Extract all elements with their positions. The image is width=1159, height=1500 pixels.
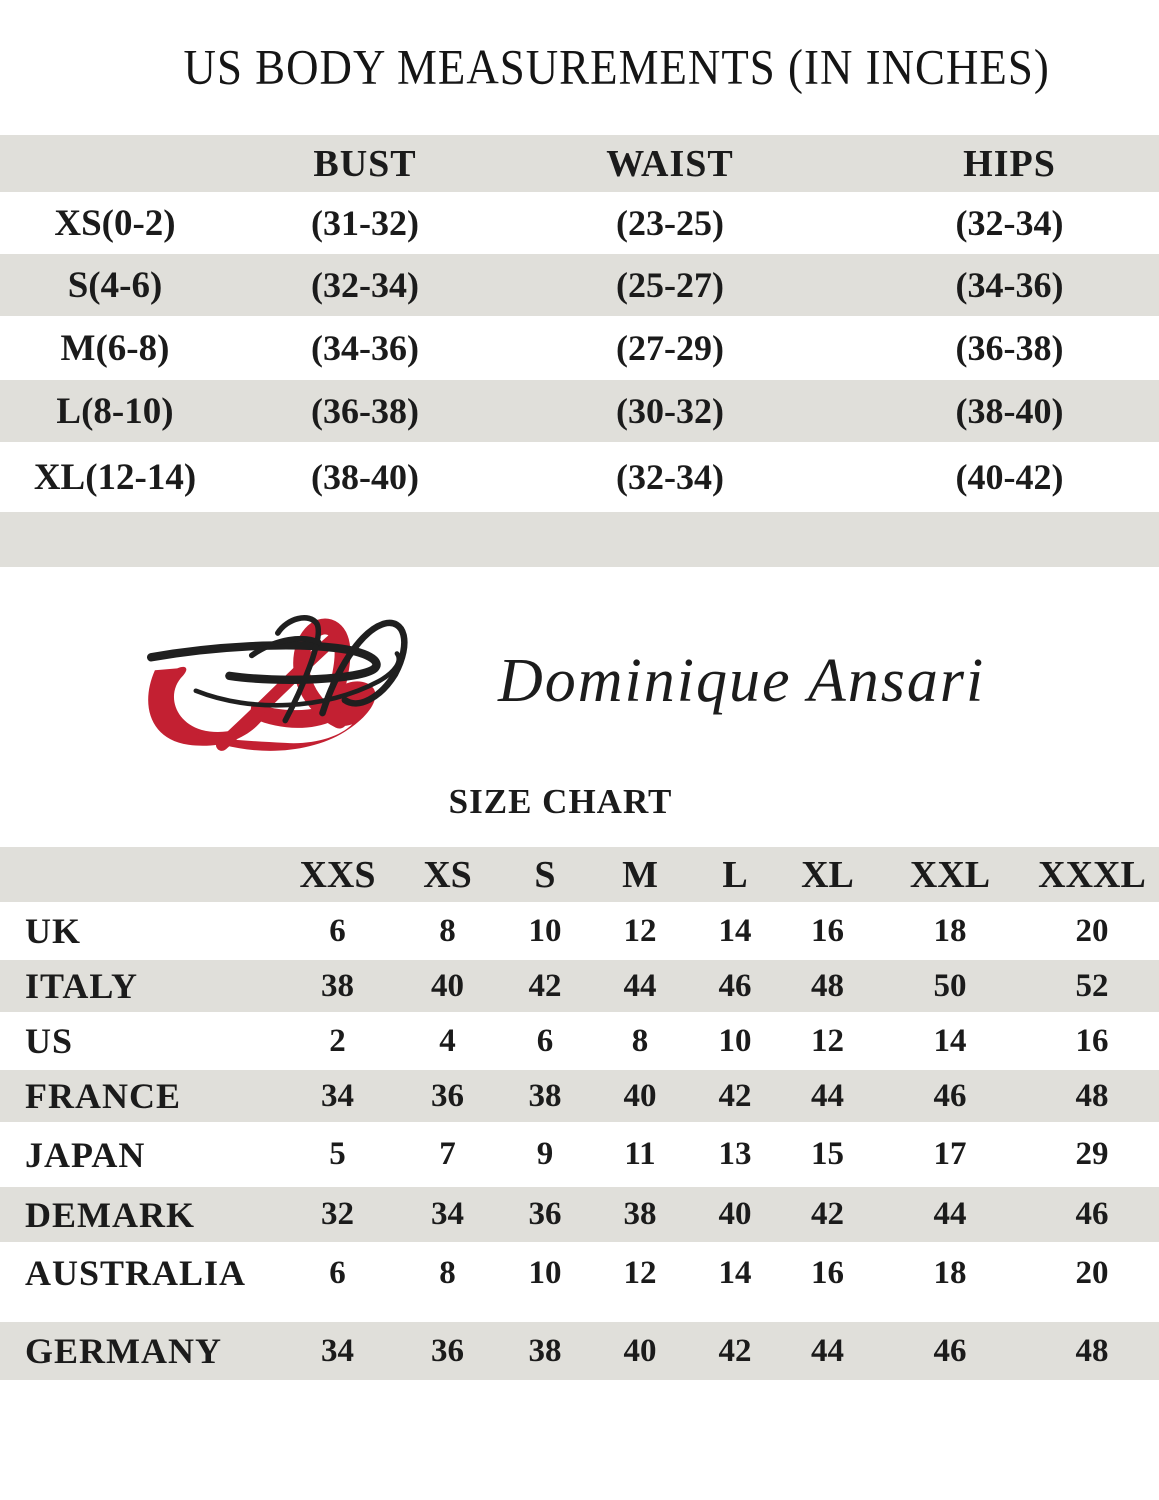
size-value: 13 xyxy=(718,1136,752,1172)
bust-value: (36-38) xyxy=(311,391,419,431)
waist-value: (23-25) xyxy=(616,203,724,243)
country-label-demark: DEMARK xyxy=(25,1194,195,1235)
size-value: 12 xyxy=(811,1022,844,1059)
size-value: 17 xyxy=(933,1136,967,1172)
size-value: 14 xyxy=(718,912,752,949)
size-value: 8 xyxy=(439,1254,456,1291)
size-label-l: L(8-10) xyxy=(56,390,174,432)
column-header-m: M xyxy=(622,853,658,896)
waist-value: (30-32) xyxy=(616,391,724,431)
size-value: 36 xyxy=(528,1196,562,1232)
table-row xyxy=(0,1187,1159,1242)
size-value: 16 xyxy=(811,1254,844,1291)
size-value: 34 xyxy=(321,1077,354,1114)
size-value: 9 xyxy=(536,1136,554,1172)
size-value: 20 xyxy=(1075,1254,1109,1291)
country-label-uk: UK xyxy=(25,911,81,951)
table-row xyxy=(0,380,1159,442)
size-value: 12 xyxy=(623,1254,657,1291)
bust-value: (38-40) xyxy=(311,457,419,497)
size-value: 36 xyxy=(431,1332,464,1369)
column-header-bust: BUST xyxy=(313,142,417,185)
size-value: 16 xyxy=(811,912,844,949)
size-value: 10 xyxy=(528,1254,562,1291)
hips-value: (34-36) xyxy=(955,265,1064,305)
size-value: 4 xyxy=(439,1022,456,1059)
size-label-s: S(4-6) xyxy=(67,264,163,306)
table-row xyxy=(0,192,1159,254)
size-value: 36 xyxy=(431,1077,464,1114)
size-value: 38 xyxy=(623,1196,657,1232)
size-value: 44 xyxy=(811,1332,844,1369)
size-chart-header-row xyxy=(0,847,1159,902)
size-value: 40 xyxy=(623,1332,657,1369)
bust-value: (34-36) xyxy=(311,328,419,368)
size-value: 44 xyxy=(811,1077,844,1114)
size-value: 42 xyxy=(718,1077,752,1114)
table-row xyxy=(0,1322,1159,1380)
size-value: 20 xyxy=(1075,912,1109,949)
waist-value: (25-27) xyxy=(616,265,724,305)
size-value: 46 xyxy=(1075,1196,1109,1232)
size-value: 11 xyxy=(624,1136,656,1172)
size-value: 40 xyxy=(431,967,464,1004)
table-row xyxy=(0,254,1159,316)
size-value: 18 xyxy=(933,1254,967,1291)
size-value: 42 xyxy=(811,1196,844,1232)
country-label-germany: GERMANY xyxy=(25,1331,222,1371)
size-value: 6 xyxy=(329,912,346,949)
size-value: 38 xyxy=(528,1077,562,1114)
brand-row xyxy=(0,595,1159,767)
size-value: 15 xyxy=(811,1136,844,1172)
size-value: 44 xyxy=(623,967,657,1004)
country-label-australia: AUSTRALIA xyxy=(25,1253,247,1293)
size-value: 10 xyxy=(528,912,562,949)
size-chart-title: SIZE CHART xyxy=(448,782,673,821)
size-value: 40 xyxy=(623,1077,657,1114)
column-header-waist: WAIST xyxy=(606,142,734,185)
size-value: 48 xyxy=(811,967,844,1004)
size-value: 8 xyxy=(439,912,456,949)
bust-value: (31-32) xyxy=(311,203,419,243)
size-value: 14 xyxy=(718,1254,752,1291)
size-value: 7 xyxy=(439,1136,456,1172)
size-value: 38 xyxy=(528,1332,562,1369)
size-value: 52 xyxy=(1075,967,1109,1004)
hips-value: (36-38) xyxy=(955,328,1064,368)
table-row xyxy=(0,1012,1159,1070)
table-row xyxy=(0,442,1159,512)
size-value: 6 xyxy=(329,1254,346,1291)
size-value: 44 xyxy=(933,1196,967,1232)
size-value: 2 xyxy=(329,1022,346,1059)
size-value: 48 xyxy=(1075,1332,1109,1369)
size-value: 42 xyxy=(528,967,562,1004)
dominique-ansari-logo-icon xyxy=(140,596,410,766)
size-value: 34 xyxy=(431,1196,464,1232)
measurements-title: US BODY MEASUREMENTS (IN INCHES) xyxy=(183,40,1051,95)
size-value: 29 xyxy=(1075,1136,1109,1172)
hips-value: (40-42) xyxy=(955,457,1064,497)
size-value: 5 xyxy=(329,1136,346,1172)
hips-value: (38-40) xyxy=(955,391,1064,431)
size-value: 6 xyxy=(536,1022,554,1059)
size-label-m: M(6-8) xyxy=(60,327,170,369)
size-label-xl: XL(12-14) xyxy=(33,456,197,498)
table-row xyxy=(0,1242,1159,1304)
waist-value: (27-29) xyxy=(616,328,724,368)
waist-value: (32-34) xyxy=(616,457,724,497)
brand-name: Dominique Ansari xyxy=(498,646,986,715)
size-value: 38 xyxy=(321,967,354,1004)
size-value: 50 xyxy=(933,967,967,1004)
table-row xyxy=(0,902,1159,960)
country-label-france: FRANCE xyxy=(25,1076,181,1116)
size-value: 46 xyxy=(718,967,752,1004)
column-header-s: S xyxy=(534,853,556,896)
table-gap xyxy=(0,1304,1159,1322)
hips-value: (32-34) xyxy=(955,203,1064,243)
table-row xyxy=(0,1070,1159,1122)
measurements-title-block xyxy=(0,0,1159,135)
column-header-xxs: XXS xyxy=(299,853,376,896)
country-label-us: US xyxy=(25,1021,74,1061)
bust-value: (32-34) xyxy=(311,265,419,305)
size-value: 14 xyxy=(933,1022,967,1059)
column-header-hips: HIPS xyxy=(963,142,1056,185)
size-chart-title-block xyxy=(0,779,1159,825)
size-value: 18 xyxy=(933,912,967,949)
size-value: 16 xyxy=(1075,1022,1109,1059)
column-header-xs: XS xyxy=(423,853,472,896)
country-label-japan: JAPAN xyxy=(25,1134,146,1175)
size-value: 42 xyxy=(718,1332,752,1369)
size-value: 40 xyxy=(718,1196,752,1232)
size-label-xs: XS(0-2) xyxy=(54,202,176,244)
table-footer-band xyxy=(0,512,1159,567)
size-value: 48 xyxy=(1075,1077,1109,1114)
column-header-l: L xyxy=(722,853,748,896)
size-chart-table xyxy=(0,847,1159,1380)
table-row xyxy=(0,316,1159,380)
table-row xyxy=(0,960,1159,1012)
size-value: 34 xyxy=(321,1332,354,1369)
size-value: 10 xyxy=(718,1022,752,1059)
column-header-xxl: XXL xyxy=(909,853,991,896)
size-value: 46 xyxy=(933,1332,967,1369)
country-label-italy: ITALY xyxy=(25,966,139,1006)
size-value: 12 xyxy=(623,912,657,949)
table-row xyxy=(0,1122,1159,1187)
column-header-xl: XL xyxy=(801,853,854,896)
size-value: 32 xyxy=(321,1196,354,1232)
column-header-xxxl: XXXL xyxy=(1038,853,1146,896)
measurements-header-row xyxy=(0,135,1159,192)
size-value: 8 xyxy=(631,1022,649,1059)
size-value: 46 xyxy=(933,1077,967,1114)
